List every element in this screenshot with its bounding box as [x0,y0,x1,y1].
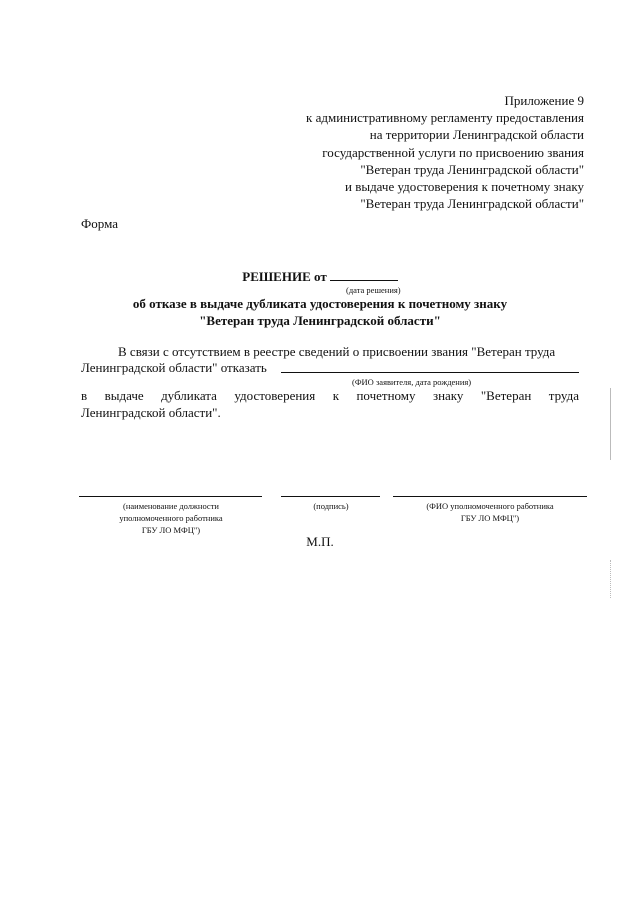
caption-line: (ФИО уполномоченного работника [426,501,554,511]
caption-line: ГБУ ЛО МФЦ") [460,513,520,523]
body-line-2: Ленинградской области" отказать [81,360,267,375]
body-word: почетному [356,388,416,403]
body-word: удостоверения [234,388,316,403]
decision-title: РЕШЕНИЕ от [242,269,327,284]
scan-edge-mark [610,560,611,598]
signature-line [281,496,380,497]
body-line-3 [81,388,579,404]
body-line-4: Ленинградской области". [81,405,221,420]
appendix-line: "Ветеран труда Ленинградской области" [360,161,584,177]
body-word: в [81,388,88,403]
caption-line: (наименование должности [123,501,219,511]
body-line-1: В связи с отсутствием в реестре сведений о присвоении звания "Ветеран труда [118,344,556,359]
appendix-header [306,92,584,212]
fio-caption [426,500,553,524]
fio-hint: (ФИО заявителя, дата рождения) [352,377,472,387]
position-caption [119,500,222,536]
body-word: выдаче [104,388,144,403]
appendix-line: и выдаче удостоверения к почетному знаку [344,179,584,195]
date-hint: (дата решения) [346,285,401,295]
fio-signature-line [393,496,587,497]
body-word: дубликата [161,388,217,403]
signature-caption: (подпись) [313,501,349,511]
body-word: "Ветеран [480,388,532,403]
applicant-fio-blank [281,372,579,373]
form-label: Форма [81,216,118,231]
scan-edge-mark [610,388,611,460]
decision-date-blank [330,268,398,281]
decision-title-row [0,268,640,285]
appendix-line: к административному регламенту предоставления [306,110,584,126]
appendix-line: "Ветеран труда Ленинградской области" [360,196,584,212]
body-word: труда [548,388,579,403]
body-word: знаку [432,388,464,403]
stamp-label: М.П. [306,534,334,549]
appendix-line: Приложение 9 [504,93,584,108]
decision-subtitle-2: "Ветеран труда Ленинградской области" [199,313,441,328]
position-signature-line [79,496,262,497]
appendix-line: на территории Ленинградской области [369,127,584,143]
caption-line: уполномоченного работника [119,513,223,523]
caption-line: ГБУ ЛО МФЦ") [141,525,201,535]
decision-subtitle-1: об отказе в выдаче дубликата удостоверения к почетному знаку [132,296,508,311]
appendix-line: государственной услуги по присвоению звания [322,144,584,160]
body-word: к [332,388,340,403]
